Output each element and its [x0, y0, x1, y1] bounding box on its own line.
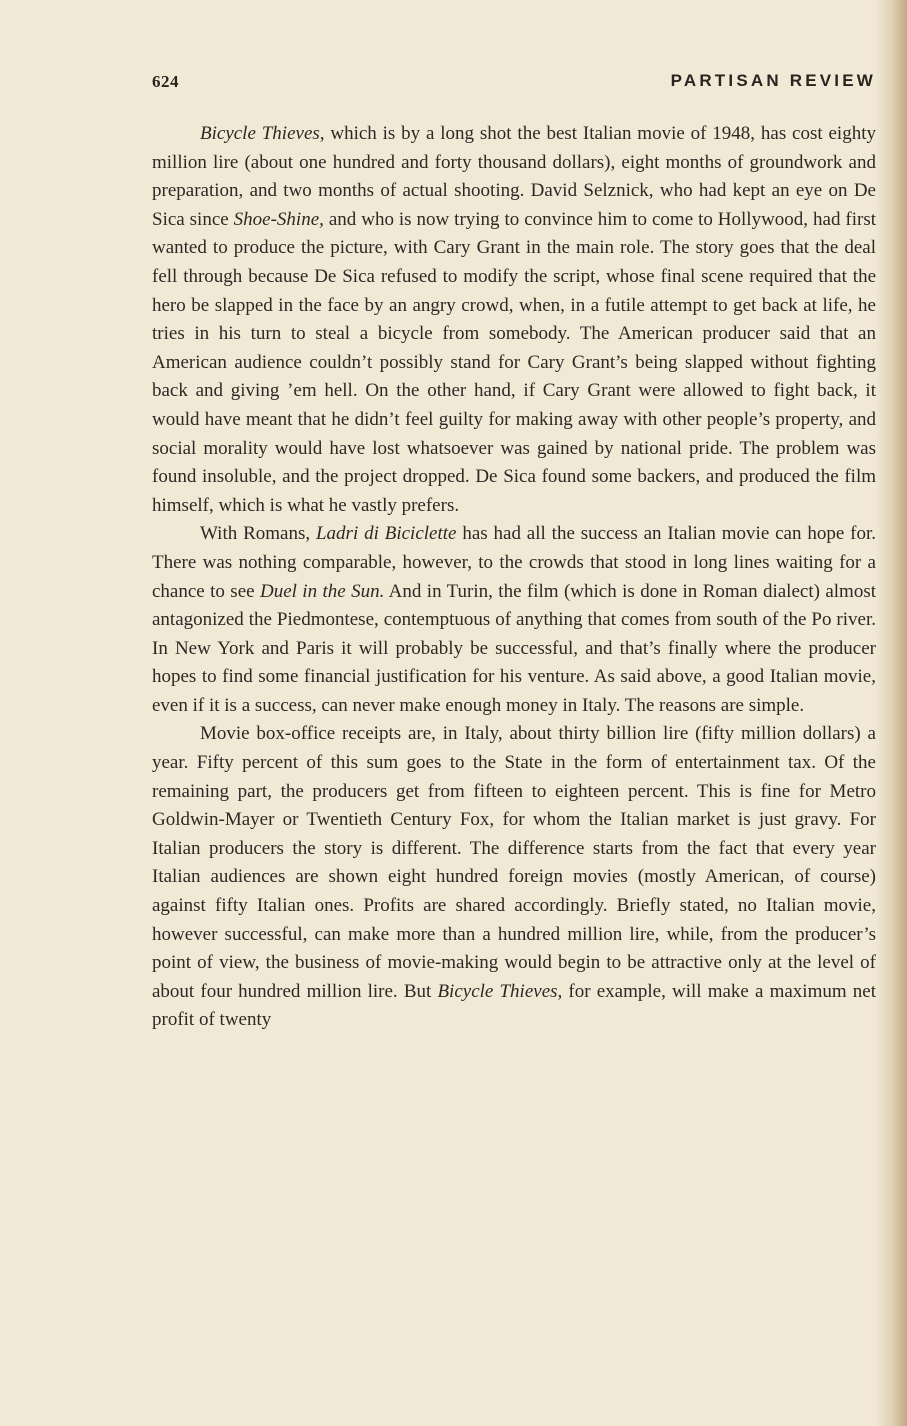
paragraph-1 [152, 120, 876, 520]
journal-title: PARTISAN REVIEW [670, 71, 876, 90]
article-body [152, 120, 876, 1035]
text-run: has had all the success an Italian movie can hope for. There was nothing comparable, however, to the crowds that stood in long lines waiting for a chance to see [152, 523, 876, 602]
film-title: Bicycle Thieves, [437, 980, 563, 1002]
film-title: Shoe-Shine, [233, 208, 324, 230]
film-title: Ladri di Biciclette [315, 523, 457, 545]
film-title: Duel in the Sun. [259, 580, 385, 602]
text-run: And in Turin, the film (which is done in Roman dialect) almost antagonized the Piedmontese, contemptuous of anything that comes from south of the Po river. In New York and Paris it will probably be successful, and that’s finally where the producer hopes to find some financial justification for his venture. As said above, a good Italian movie, even if it is a success, can never make enough money in Italy. The reasons are simple. [152, 580, 876, 716]
film-title: Bicycle Thieves, [200, 123, 325, 144]
paragraph-2 [152, 520, 876, 720]
text-run: With Romans, [200, 523, 316, 545]
text-run: and who is now trying to convince him to come to Hollywood, had first wanted to produce the picture, with Cary Grant in the main role. The story goes that the deal fell through because De Sica refused to modify the script, whose final scene required that the hero be slapped in the face by an angry crowd, when, in a futile attempt to get back at life, he tries in his turn to steal a bicycle from somebody. The American producer said that an American audience couldn’t possibly stand for Cary Grant’s being slapped without fighting back and giving ’em hell. On the other hand, if Cary Grant were allowed to fight back, it would have meant that he didn’t feel guilty for making away with other people’s property, and social morality would have lost whatsoever was gained by national pride. The problem was found insoluble, and the project dropped. De Sica found some backers, and produced the film himself, which is what he vastly prefers. [152, 208, 876, 516]
text-run: which is by a long shot the best Italian movie of 1948, has cost eighty million lire (about one hundred and forty thousand dollars), eight months of groundwork and preparation, and two months of actual shooting. David Selznick, who had kept an eye on De Sica since [152, 123, 876, 230]
paragraph-3 [152, 720, 876, 1035]
running-head [152, 70, 876, 100]
text-run: for example, will make a maximum net profit of twenty [152, 980, 876, 1031]
page-number: 624 [152, 72, 179, 91]
text-run: Movie box-office receipts are, in Italy, about thirty billion lire (fifty million dollars) a year. Fifty percent of this sum goes to the State in the form of entertainment tax. Of the remaining part, the producers get from fifteen to eighteen percent. This is fine for Metro Goldwin-Mayer or Twentieth Century Fox, for whom the Italian market is just gravy. For Italian producers the story is different. The difference starts from the fact that every year Italian audiences are shown eight hundred foreign movies (mostly American, of course) against fifty Italian ones. Profits are shared accordingly. Briefly stated, no Italian movie, however successful, can make more than a hundred million lire, while, from the producer’s point of view, the business of movie-making would begin to be attractive only at the level of about four hundred million lire. But [152, 723, 876, 1002]
